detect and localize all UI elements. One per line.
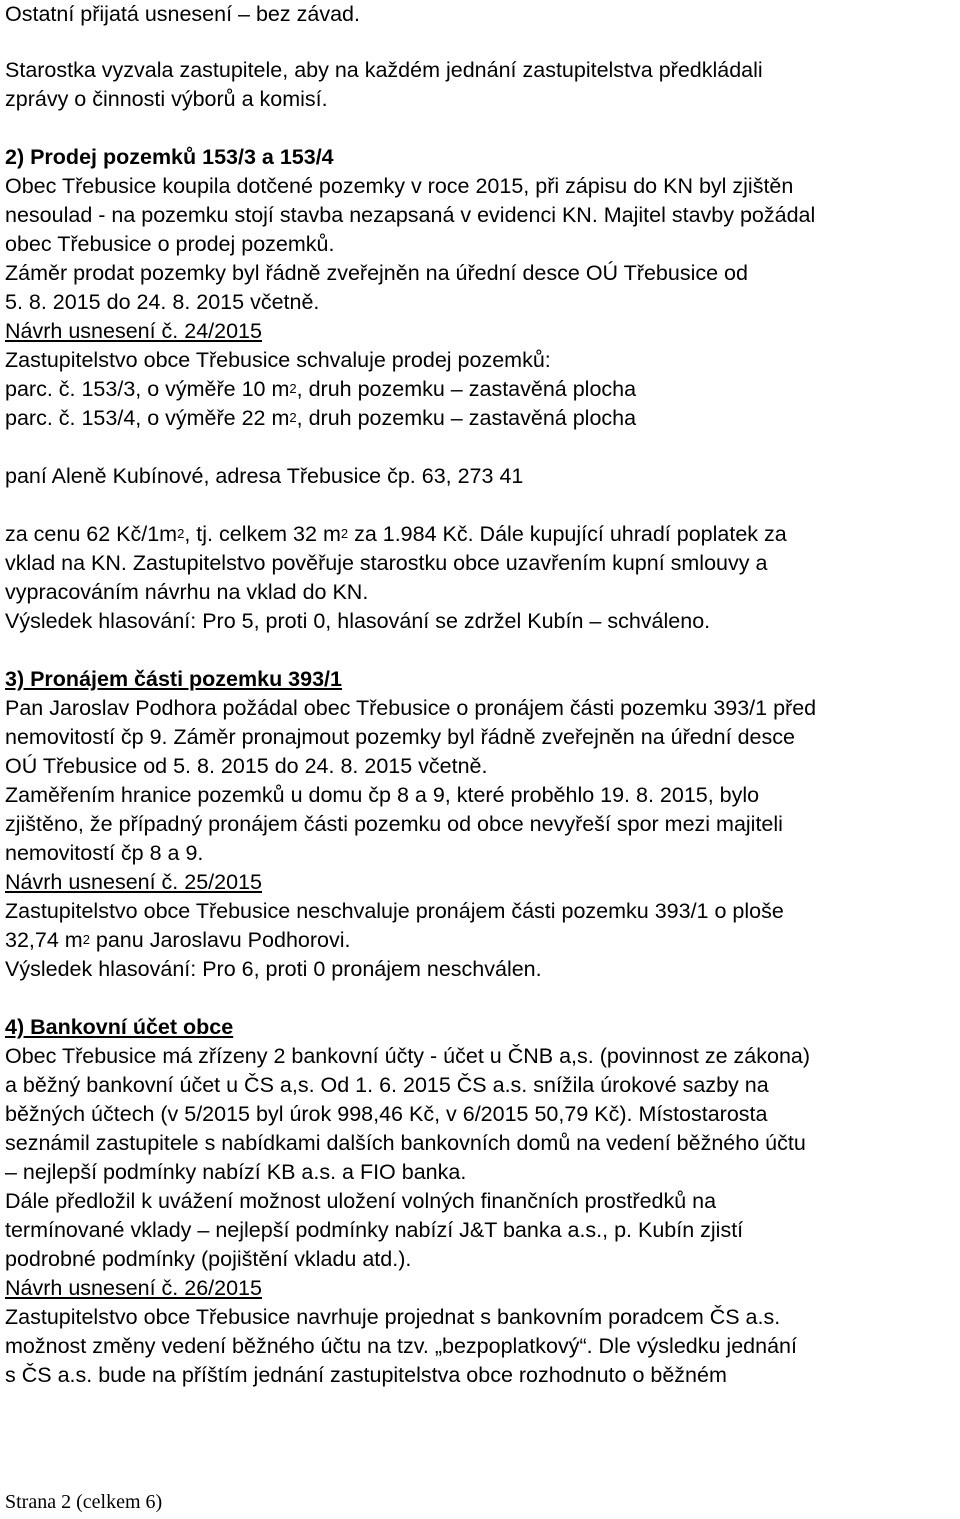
parcel-line: parc. č. 153/3, o výměře 10 $m^2$, druh pozemku – zastavěná plocha (5, 377, 637, 401)
paragraph-line: běžných účtech (v 5/2015 byl úrok 998,46 Kč, v 6/2015 50,79 Kč). Místostarosta (5, 1102, 768, 1126)
intro-line: Starostka vyzvala zastupitele, aby na každém jednání zastupitelstva předkládali (5, 58, 763, 82)
price-line: za cenu 62 $Kč/1m^2$, tj. celkem 32 $m^2$ za 1.984 Kč. Dále kupující uhradí poplatek za (5, 522, 787, 546)
paragraph-line: termínované vklady – nejlepší podmínky nabízí J&T banka a.s., p. Kubín zjistí (5, 1218, 744, 1242)
paragraph-line: seznámil zastupitele s nabídkami dalších bankovních domů na vedení běžného účtu (5, 1131, 806, 1155)
paragraph-line: Obec Třebusice má zřízeny 2 bankovní účty - účet u ČNB a,s. (povinnost ze zákona) (5, 1044, 811, 1068)
paragraph-line: s ČS a.s. bude na příštím jednání zastupitelstva obce rozhodnuto o běžném (5, 1363, 727, 1387)
paragraph-line: podrobné podmínky (pojištění vkladu atd.). (5, 1247, 412, 1271)
paragraph-line: nemovitostí čp 8 a 9. (5, 841, 204, 865)
paragraph-line: 5. 8. 2015 do 24. 8. 2015 včetně. (5, 290, 320, 314)
paragraph-line: nemovitostí čp 9. Záměr pronajmout pozemky byl řádně zveřejněn na úřední desce (5, 725, 795, 749)
page-number-footer: Strana 2 (celkem 6) (5, 1491, 163, 1513)
paragraph-line: paní Aleně Kubínové, adresa Třebusice čp. 63, 273 41 (5, 464, 524, 488)
paragraph-line: Zaměřením hranice pozemků u domu čp 8 a 9, které proběhlo 19. 8. 2015, bylo (5, 783, 760, 807)
paragraph-line: Dále předložil k uvážení možnost uložení volných finančních prostředků na (5, 1189, 717, 1213)
vote-result: Výsledek hlasování: Pro 5, proti 0, hlasování se zdržel Kubín – schváleno. (5, 609, 711, 633)
paragraph-line: Pan Jaroslav Podhora požádal obec Třebusice o pronájem části pozemku 393/1 před (5, 696, 817, 720)
section-heading: 2) Prodej pozemků 153/3 a 153/4 (5, 145, 334, 169)
parcel-line: parc. č. 153/4, o výměře 22 $m^2$, druh pozemku – zastavěná plocha (5, 406, 637, 430)
paragraph-line: OÚ Třebusice od 5. 8. 2015 do 24. 8. 2015 včetně. (5, 754, 488, 778)
superscript: 2 (289, 410, 297, 425)
superscript: 2 (82, 932, 90, 947)
superscript: 2 (340, 526, 349, 541)
vote-result: Výsledek hlasování: Pro 6, proti 0 pronájem neschválen. (5, 957, 542, 981)
section-heading: 4) Bankovní účet obce (5, 1015, 234, 1039)
superscript: 2 (289, 381, 297, 396)
section-heading: 3) Pronájem části pozemku 393/1 (5, 667, 342, 691)
paragraph-line: obec Třebusice o prodej pozemků. (5, 232, 335, 256)
resolution-proposal: Návrh usnesení č. 26/2015 (5, 1276, 262, 1300)
resolution-proposal: Návrh usnesení č. 24/2015 (5, 319, 262, 343)
paragraph-line: Obec Třebusice koupila dotčené pozemky v roce 2015, při zápisu do KN byl zjištěn (5, 174, 794, 198)
paragraph-line: možnost změny vedení běžného účtu na tzv. „bezpoplatkový“. Dle výsledku jednání (5, 1334, 797, 1358)
intro-line: Ostatní přijatá usnesení – bez závad. (5, 2, 360, 26)
superscript: 2 (177, 526, 185, 541)
paragraph-line: Záměr prodat pozemky byl řádně zveřejněn na úřední desce OÚ Třebusice od (5, 261, 748, 285)
paragraph-line: Zastupitelstvo obce Třebusice schvaluje prodej pozemků: (5, 348, 551, 372)
paragraph-line: vklad na KN. Zastupitelstvo pověřuje starostku obce uzavřením kupní smlouvy a (5, 551, 768, 575)
paragraph-line: – nejlepší podmínky nabízí KB a.s. a FIO banka. (5, 1160, 467, 1184)
paragraph-line: zjištěno, že případný pronájem části pozemku od obce nevyřeší spor mezi majiteli (5, 812, 783, 836)
intro-line: zprávy o činnosti výborů a komisí. (5, 87, 328, 111)
paragraph-line: a běžný bankovní účet u ČS a,s. Od 1. 6. 2015 ČS a.s. snížila úrokové sazby na (5, 1073, 769, 1097)
paragraph-line: 32,74 $m^2$ panu Jaroslavu Podhorovi. (5, 928, 351, 952)
paragraph-line: Zastupitelstvo obce Třebusice navrhuje projednat s bankovním poradcem ČS a.s. (5, 1305, 781, 1329)
resolution-proposal: Návrh usnesení č. 25/2015 (5, 870, 262, 894)
paragraph-line: Zastupitelstvo obce Třebusice neschvaluje pronájem části pozemku 393/1 o ploše (5, 899, 784, 923)
paragraph-line: vypracováním návrhu na vklad do KN. (5, 580, 369, 604)
paragraph-line: nesoulad - na pozemku stojí stavba nezapsaná v evidenci KN. Majitel stavby požádal (5, 203, 816, 227)
